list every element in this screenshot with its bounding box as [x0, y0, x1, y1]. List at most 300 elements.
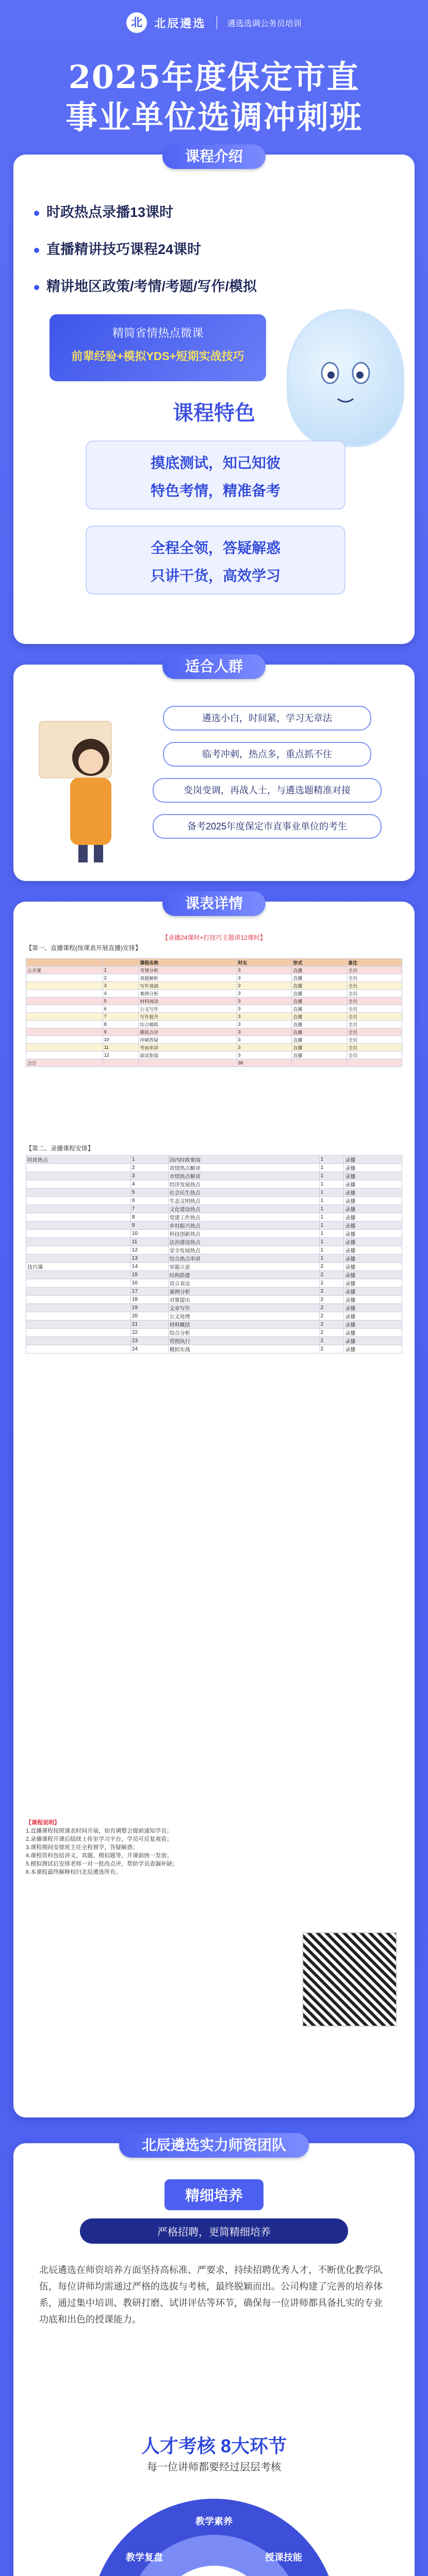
table-cell: 国内时政要闻	[168, 1156, 319, 1164]
team-header: 北辰遴选实力师资团队	[119, 2133, 309, 2158]
table-cell: 写作基础	[139, 982, 237, 990]
table-cell	[26, 1180, 131, 1189]
table-cell	[139, 1059, 237, 1067]
table-row	[26, 1312, 402, 1320]
table-cell	[26, 1005, 103, 1013]
table-cell: 2	[319, 1263, 344, 1271]
table-cell: 录播	[344, 1189, 402, 1197]
table-cell: 直播	[292, 967, 347, 974]
table-cell: 贯彻执行	[168, 1337, 319, 1345]
table-row	[26, 967, 402, 974]
table-cell: 1	[319, 1213, 344, 1222]
feature-1-a: 摸底测试，知己知彼	[150, 455, 281, 471]
table-cell: 全员	[347, 997, 402, 1005]
table-cell: 录播	[344, 1279, 402, 1287]
table-cell: 1	[130, 1156, 168, 1164]
table-cell: 直播	[292, 1044, 347, 1052]
table-row	[26, 990, 402, 997]
table-cell: 3	[237, 974, 292, 982]
table-cell: 真题解析	[139, 974, 237, 982]
table-row	[26, 1337, 402, 1345]
table-cell: 面试衔接	[139, 1052, 237, 1059]
table-cell: 2	[319, 1337, 344, 1345]
table-cell: 2	[103, 974, 139, 982]
table-cell: 全员	[347, 1021, 402, 1028]
table-cell: 模拟点评	[139, 1028, 237, 1036]
table-cell: 录播	[344, 1287, 402, 1296]
note-4: 4.课程资料包括讲义、真题、模拟题等，开课前统一发放；	[26, 1853, 173, 1859]
intro-highlight-line: 前辈经验+模拟YDS+短期实战技巧	[71, 350, 244, 363]
team-card	[13, 2137, 415, 2576]
table-cell: 全员	[347, 1036, 402, 1044]
table-cell	[26, 1197, 131, 1205]
table-row	[26, 1164, 402, 1172]
table-cell: 8	[103, 1021, 139, 1028]
table-cell: 科技创新热点	[168, 1230, 319, 1238]
table-cell: 3	[237, 982, 292, 990]
table-cell: 省情热点解读	[168, 1164, 319, 1172]
table-cell	[26, 1320, 131, 1329]
schedule-table-b	[26, 1155, 402, 1353]
table-cell	[26, 1329, 131, 1337]
table-cell: 全员	[347, 967, 402, 974]
brand-tagline: 遴选选调公务员培训	[227, 19, 302, 28]
table-cell: 录播	[344, 1164, 402, 1172]
table-cell: 全员	[347, 990, 402, 997]
table-cell	[26, 974, 103, 982]
table-cell	[26, 1287, 131, 1296]
table-cell: 全员	[347, 1005, 402, 1013]
page-title-line1: 2025年度保定市直	[68, 58, 360, 96]
table-cell: 直播	[292, 997, 347, 1005]
table-row	[26, 982, 402, 990]
teacher-illustration	[34, 701, 137, 866]
table-row	[26, 1021, 402, 1028]
table-cell: 1	[319, 1197, 344, 1205]
table-cell: 3	[237, 997, 292, 1005]
table-cell: 综合分析	[168, 1329, 319, 1337]
page-title-line2: 事业单位选调冲刺班	[65, 98, 363, 136]
feature-2-a: 全程全领，答疑解惑	[150, 540, 281, 556]
table-cell: 全员	[347, 1052, 402, 1059]
jingxi-text: 北辰遴选在师资培养方面坚持高标准、严要求，持续招聘优秀人才，不断优化教学队伍，每位讲师均需通过严格的选拔与考核，最终脱颖而出。公司构建了完善的培养体系，通过集中培训、教研打磨、试讲评估等环节，确保每一位讲师都具备扎实的专业功底和出色的授课能力。	[39, 2265, 383, 2325]
audience-card	[13, 658, 415, 881]
intro-highlight-box	[50, 314, 266, 381]
note-3: 3.课程期间安排班主任全程督学，答疑解惑；	[26, 1844, 139, 1851]
table-cell: 10	[130, 1230, 168, 1238]
table-cell	[26, 1205, 131, 1213]
table-cell: 公开课	[26, 967, 103, 974]
table-row	[26, 1059, 402, 1067]
table-row	[26, 1189, 402, 1197]
table-cell: 录播	[344, 1246, 402, 1255]
table-cell	[26, 959, 103, 967]
table-row	[26, 1205, 402, 1213]
table-cell	[292, 1059, 347, 1067]
table-row	[26, 1028, 402, 1036]
table-cell: 1	[319, 1205, 344, 1213]
table-cell: 录播	[344, 1172, 402, 1180]
table-cell: 写作提升	[139, 1013, 237, 1021]
table-cell: 直播	[292, 974, 347, 982]
ring-label-8: 教学复盘	[126, 2552, 163, 2563]
feature-title: 课程特色	[173, 401, 255, 425]
table-cell: 公文写作	[139, 1005, 237, 1013]
table-cell: 录播	[344, 1230, 402, 1238]
schedule-banner	[26, 933, 402, 953]
table-cell: 15	[130, 1271, 168, 1279]
table-cell	[347, 1059, 402, 1067]
table-cell	[26, 1052, 103, 1059]
note-2: 2.录播课程开课后陆续上传至学习平台，学员可反复观看；	[26, 1836, 173, 1842]
table-cell: 经济发展热点	[168, 1180, 319, 1189]
table-cell: 1	[103, 967, 139, 974]
brand-logo-icon: 北	[126, 12, 147, 33]
table-cell: 案例分析	[168, 1287, 319, 1296]
feature-2-b: 只讲干货，高效学习	[150, 568, 281, 584]
table-cell: 直播	[292, 1036, 347, 1044]
table-cell: 5	[103, 997, 139, 1005]
table-cell: 文化建设热点	[168, 1205, 319, 1213]
audience-item-2: 临考冲刺，热点多，重点抓不住	[163, 742, 371, 767]
table-cell: 1	[319, 1164, 344, 1172]
table-cell: 2	[130, 1164, 168, 1172]
note-6: 6.本课程最终解释权归北辰遴选所有。	[26, 1869, 122, 1875]
table-row	[26, 1036, 402, 1044]
table-row	[26, 1279, 402, 1287]
table-cell: 全员	[347, 1044, 402, 1052]
table-cell: 13	[130, 1255, 168, 1263]
table-row	[26, 1246, 402, 1255]
table-cell: 8	[130, 1213, 168, 1222]
table-cell: 考情分析	[139, 967, 237, 974]
table-cell: 录播	[344, 1304, 402, 1312]
table-cell: 24	[130, 1345, 168, 1353]
table-cell: 5	[130, 1189, 168, 1197]
table-cell: 冲刺答疑	[139, 1036, 237, 1044]
table-cell: 2	[319, 1296, 344, 1304]
table-cell: 形式	[292, 959, 347, 967]
table-cell: 18	[130, 1296, 168, 1304]
intro-item-1: 时政热点录播13课时	[34, 201, 173, 221]
table-cell: 综合模拟	[139, 1021, 237, 1028]
table-cell: 审题立意	[168, 1263, 319, 1271]
intro-header: 课程介绍	[162, 144, 266, 169]
table-cell: 2	[319, 1320, 344, 1329]
schedule-banner-2: 【第一、直播课程(按课表开展直播)安排】	[26, 944, 141, 952]
table-cell: 录播	[344, 1238, 402, 1246]
table-cell: 直播	[292, 1013, 347, 1021]
table-cell: 1	[319, 1180, 344, 1189]
table-cell: 1	[319, 1230, 344, 1238]
table-row	[26, 1230, 402, 1238]
table-cell: 2	[319, 1271, 344, 1279]
feature-box-1	[86, 440, 345, 510]
table-cell: 2	[319, 1287, 344, 1296]
table-cell	[26, 990, 103, 997]
table-cell: 直播	[292, 1021, 347, 1028]
table-row	[26, 1238, 402, 1246]
intro-item-2: 直播精讲技巧课程24课时	[34, 238, 201, 258]
table-cell: 2	[319, 1312, 344, 1320]
table-cell: 党建工作热点	[168, 1213, 319, 1222]
table-cell	[26, 1337, 131, 1345]
mascot-illustration	[287, 309, 404, 447]
table-cell: 11	[103, 1044, 139, 1052]
table-cell: 录播	[344, 1156, 402, 1164]
table-row	[26, 1296, 402, 1304]
table-cell: 直播	[292, 1005, 347, 1013]
table-cell: 录播	[344, 1213, 402, 1222]
note-5: 5.模拟测试后安排老师一对一批改点评，帮助学员查漏补缺；	[26, 1861, 178, 1867]
table-cell: 9	[130, 1222, 168, 1230]
table-cell: 3	[237, 1028, 292, 1036]
table-cell: 法治建设热点	[168, 1238, 319, 1246]
table-cell: 3	[237, 1013, 292, 1021]
table-cell	[26, 1304, 131, 1312]
table-cell: 全员	[347, 982, 402, 990]
table-cell	[26, 1028, 103, 1036]
table-cell	[26, 1164, 131, 1172]
table-cell: 1	[319, 1222, 344, 1230]
table-cell: 录播	[344, 1255, 402, 1263]
note-1: 1.直播课程按照课表时间开展，如有调整会提前通知学员；	[26, 1828, 173, 1834]
table-cell	[26, 1189, 131, 1197]
table-cell	[26, 1021, 103, 1028]
schedule-b-label: 【第二、录播课程安排】	[26, 1145, 94, 1152]
table-row	[26, 959, 402, 967]
table-cell: 11	[130, 1238, 168, 1246]
table-cell	[103, 959, 139, 967]
table-cell: 6	[103, 1005, 139, 1013]
table-cell: 语言表达	[168, 1279, 319, 1287]
table-cell	[26, 982, 103, 990]
table-row	[26, 1180, 402, 1189]
schedule-card	[13, 895, 415, 2117]
table-cell: 市情热点解读	[168, 1172, 319, 1180]
table-cell: 9	[103, 1028, 139, 1036]
table-cell: 时政热点	[26, 1156, 131, 1164]
jingxi-sub: 严格招聘，更简精细培养	[80, 2218, 348, 2244]
table-cell: 案例分析	[139, 990, 237, 997]
intro-highlight-title: 精简省情热点微课	[112, 327, 203, 340]
talent-sub: 每一位讲师都要经过层层考核	[147, 2462, 281, 2473]
table-row	[26, 1222, 402, 1230]
table-row	[26, 1213, 402, 1222]
table-cell	[26, 1279, 131, 1287]
audience-item-4: 备考2025年度保定市直事业单位的考生	[153, 814, 382, 839]
feature-box-2	[86, 526, 345, 595]
table-cell: 录播	[344, 1205, 402, 1213]
audience-header: 适合人群	[162, 654, 266, 679]
table-cell	[26, 1271, 131, 1279]
table-row	[26, 1013, 402, 1021]
table-cell: 结构搭建	[168, 1271, 319, 1279]
table-cell: 时长	[237, 959, 292, 967]
notes-title: 【课程说明】	[26, 1820, 60, 1826]
table-row	[26, 1156, 402, 1164]
table-row	[26, 997, 402, 1005]
ring-label-2: 授课技能	[265, 2552, 302, 2563]
table-cell: 录播	[344, 1263, 402, 1271]
audience-item-1: 遴选小白，时间紧，学习无章法	[163, 706, 371, 731]
table-cell: 对策提出	[168, 1296, 319, 1304]
table-cell: 社会民生热点	[168, 1189, 319, 1197]
audience-item-3: 变岗变调，再战人士，与遴选题精准对接	[153, 778, 382, 803]
table-cell: 2	[319, 1345, 344, 1353]
table-cell: 材料概括	[168, 1320, 319, 1329]
table-cell: 直播	[292, 990, 347, 997]
table-cell: 3	[237, 1044, 292, 1052]
talent-ring	[85, 2494, 343, 2576]
schedule-notes	[26, 1819, 402, 1876]
table-row	[26, 1329, 402, 1337]
table-cell: 6	[130, 1197, 168, 1205]
table-row	[26, 1197, 402, 1205]
table-cell: 12	[130, 1246, 168, 1255]
table-row	[26, 1320, 402, 1329]
table-cell	[26, 1238, 131, 1246]
table-cell: 合计	[26, 1059, 103, 1067]
table-cell: 14	[130, 1263, 168, 1271]
talent-title: 人才考核 8大环节	[141, 2435, 287, 2456]
table-cell: 36	[237, 1059, 292, 1067]
brand-header	[0, 12, 428, 33]
schedule-header: 课表详情	[162, 891, 266, 916]
table-cell: 3	[130, 1172, 168, 1180]
table-cell	[26, 1213, 131, 1222]
table-cell: 考前串讲	[139, 1044, 237, 1052]
table-cell: 3	[103, 982, 139, 990]
intro-card	[13, 148, 415, 644]
table-cell: 全员	[347, 1013, 402, 1021]
table-cell: 全员	[347, 1028, 402, 1036]
table-row	[26, 1304, 402, 1312]
table-cell: 22	[130, 1329, 168, 1337]
table-cell: 1	[319, 1246, 344, 1255]
jingxi-title: 精细培养	[164, 2179, 264, 2210]
table-cell	[26, 1312, 131, 1320]
table-row	[26, 1005, 402, 1013]
table-cell: 2	[319, 1329, 344, 1337]
table-cell	[26, 1296, 131, 1304]
table-cell: 2	[319, 1304, 344, 1312]
ring-label-1: 教学素养	[195, 2516, 233, 2527]
table-cell: 乡村振兴热点	[168, 1222, 319, 1230]
table-cell	[26, 1013, 103, 1021]
table-cell: 1	[319, 1189, 344, 1197]
feature-1-b: 特色考情，精准备考	[150, 483, 281, 499]
table-cell	[26, 1255, 131, 1263]
table-cell: 录播	[344, 1180, 402, 1189]
schedule-banner-1: 【录播24课时+打技巧主题讲12课时】	[162, 934, 266, 941]
table-row	[26, 1052, 402, 1059]
table-row	[26, 1287, 402, 1296]
table-row	[26, 1172, 402, 1180]
table-cell: 4	[130, 1180, 168, 1189]
table-cell: 3	[237, 1005, 292, 1013]
table-row	[26, 1255, 402, 1263]
table-cell: 7	[103, 1013, 139, 1021]
intro-item-3: 精讲地区政策/考情/考题/写作/模拟	[34, 275, 257, 295]
table-cell	[26, 1222, 131, 1230]
table-row	[26, 1044, 402, 1052]
table-cell: 全员	[347, 974, 402, 982]
jingxi-section	[13, 2179, 415, 2244]
table-cell: 课程名称	[139, 959, 237, 967]
table-cell: 直播	[292, 1028, 347, 1036]
table-cell: 2	[319, 1279, 344, 1287]
table-cell: 材料阅读	[139, 997, 237, 1005]
table-cell	[26, 1036, 103, 1044]
table-cell: 1	[319, 1156, 344, 1164]
table-cell: 录播	[344, 1337, 402, 1345]
table-cell: 12	[103, 1052, 139, 1059]
table-cell: 10	[103, 1036, 139, 1044]
table-cell: 录播	[344, 1197, 402, 1205]
table-cell: 直播	[292, 1052, 347, 1059]
table-cell: 16	[130, 1279, 168, 1287]
table-cell: 20	[130, 1312, 168, 1320]
table-cell: 综合热点串讲	[168, 1255, 319, 1263]
table-cell: 19	[130, 1304, 168, 1312]
table-cell: 1	[319, 1172, 344, 1180]
table-cell	[103, 1059, 139, 1067]
table-cell: 录播	[344, 1271, 402, 1279]
qr-code-icon	[302, 1932, 397, 2027]
table-cell: 3	[237, 1052, 292, 1059]
table-cell: 3	[237, 967, 292, 974]
table-cell: 21	[130, 1320, 168, 1329]
table-cell: 7	[130, 1205, 168, 1213]
table-cell: 3	[237, 1021, 292, 1028]
schedule-table-a	[26, 958, 402, 1067]
table-cell: 模拟实战	[168, 1345, 319, 1353]
table-cell: 直播	[292, 982, 347, 990]
table-cell: 1	[319, 1238, 344, 1246]
table-row	[26, 1263, 402, 1271]
table-cell: 技巧课	[26, 1263, 131, 1271]
table-cell: 录播	[344, 1312, 402, 1320]
table-cell	[26, 1172, 131, 1180]
table-cell: 4	[103, 990, 139, 997]
table-cell: 3	[237, 990, 292, 997]
table-cell: 公文处理	[168, 1312, 319, 1320]
table-cell	[26, 1345, 131, 1353]
table-cell: 3	[237, 1036, 292, 1044]
table-cell: 录播	[344, 1345, 402, 1353]
table-row	[26, 1271, 402, 1279]
table-cell: 录播	[344, 1222, 402, 1230]
table-cell: 1	[319, 1255, 344, 1263]
table-cell: 23	[130, 1337, 168, 1345]
table-cell: 安全发展热点	[168, 1246, 319, 1255]
table-row	[26, 1345, 402, 1353]
table-cell: 17	[130, 1287, 168, 1296]
table-cell: 备注	[347, 959, 402, 967]
table-cell	[26, 1246, 131, 1255]
table-cell	[26, 997, 103, 1005]
table-cell	[26, 1230, 131, 1238]
table-row	[26, 974, 402, 982]
table-cell: 文章写作	[168, 1304, 319, 1312]
table-cell: 录播	[344, 1296, 402, 1304]
table-cell: 生态文明热点	[168, 1197, 319, 1205]
table-cell: 录播	[344, 1320, 402, 1329]
table-cell: 录播	[344, 1329, 402, 1337]
table-cell	[26, 1044, 103, 1052]
brand-logo-text: 北辰遴选	[154, 16, 206, 30]
